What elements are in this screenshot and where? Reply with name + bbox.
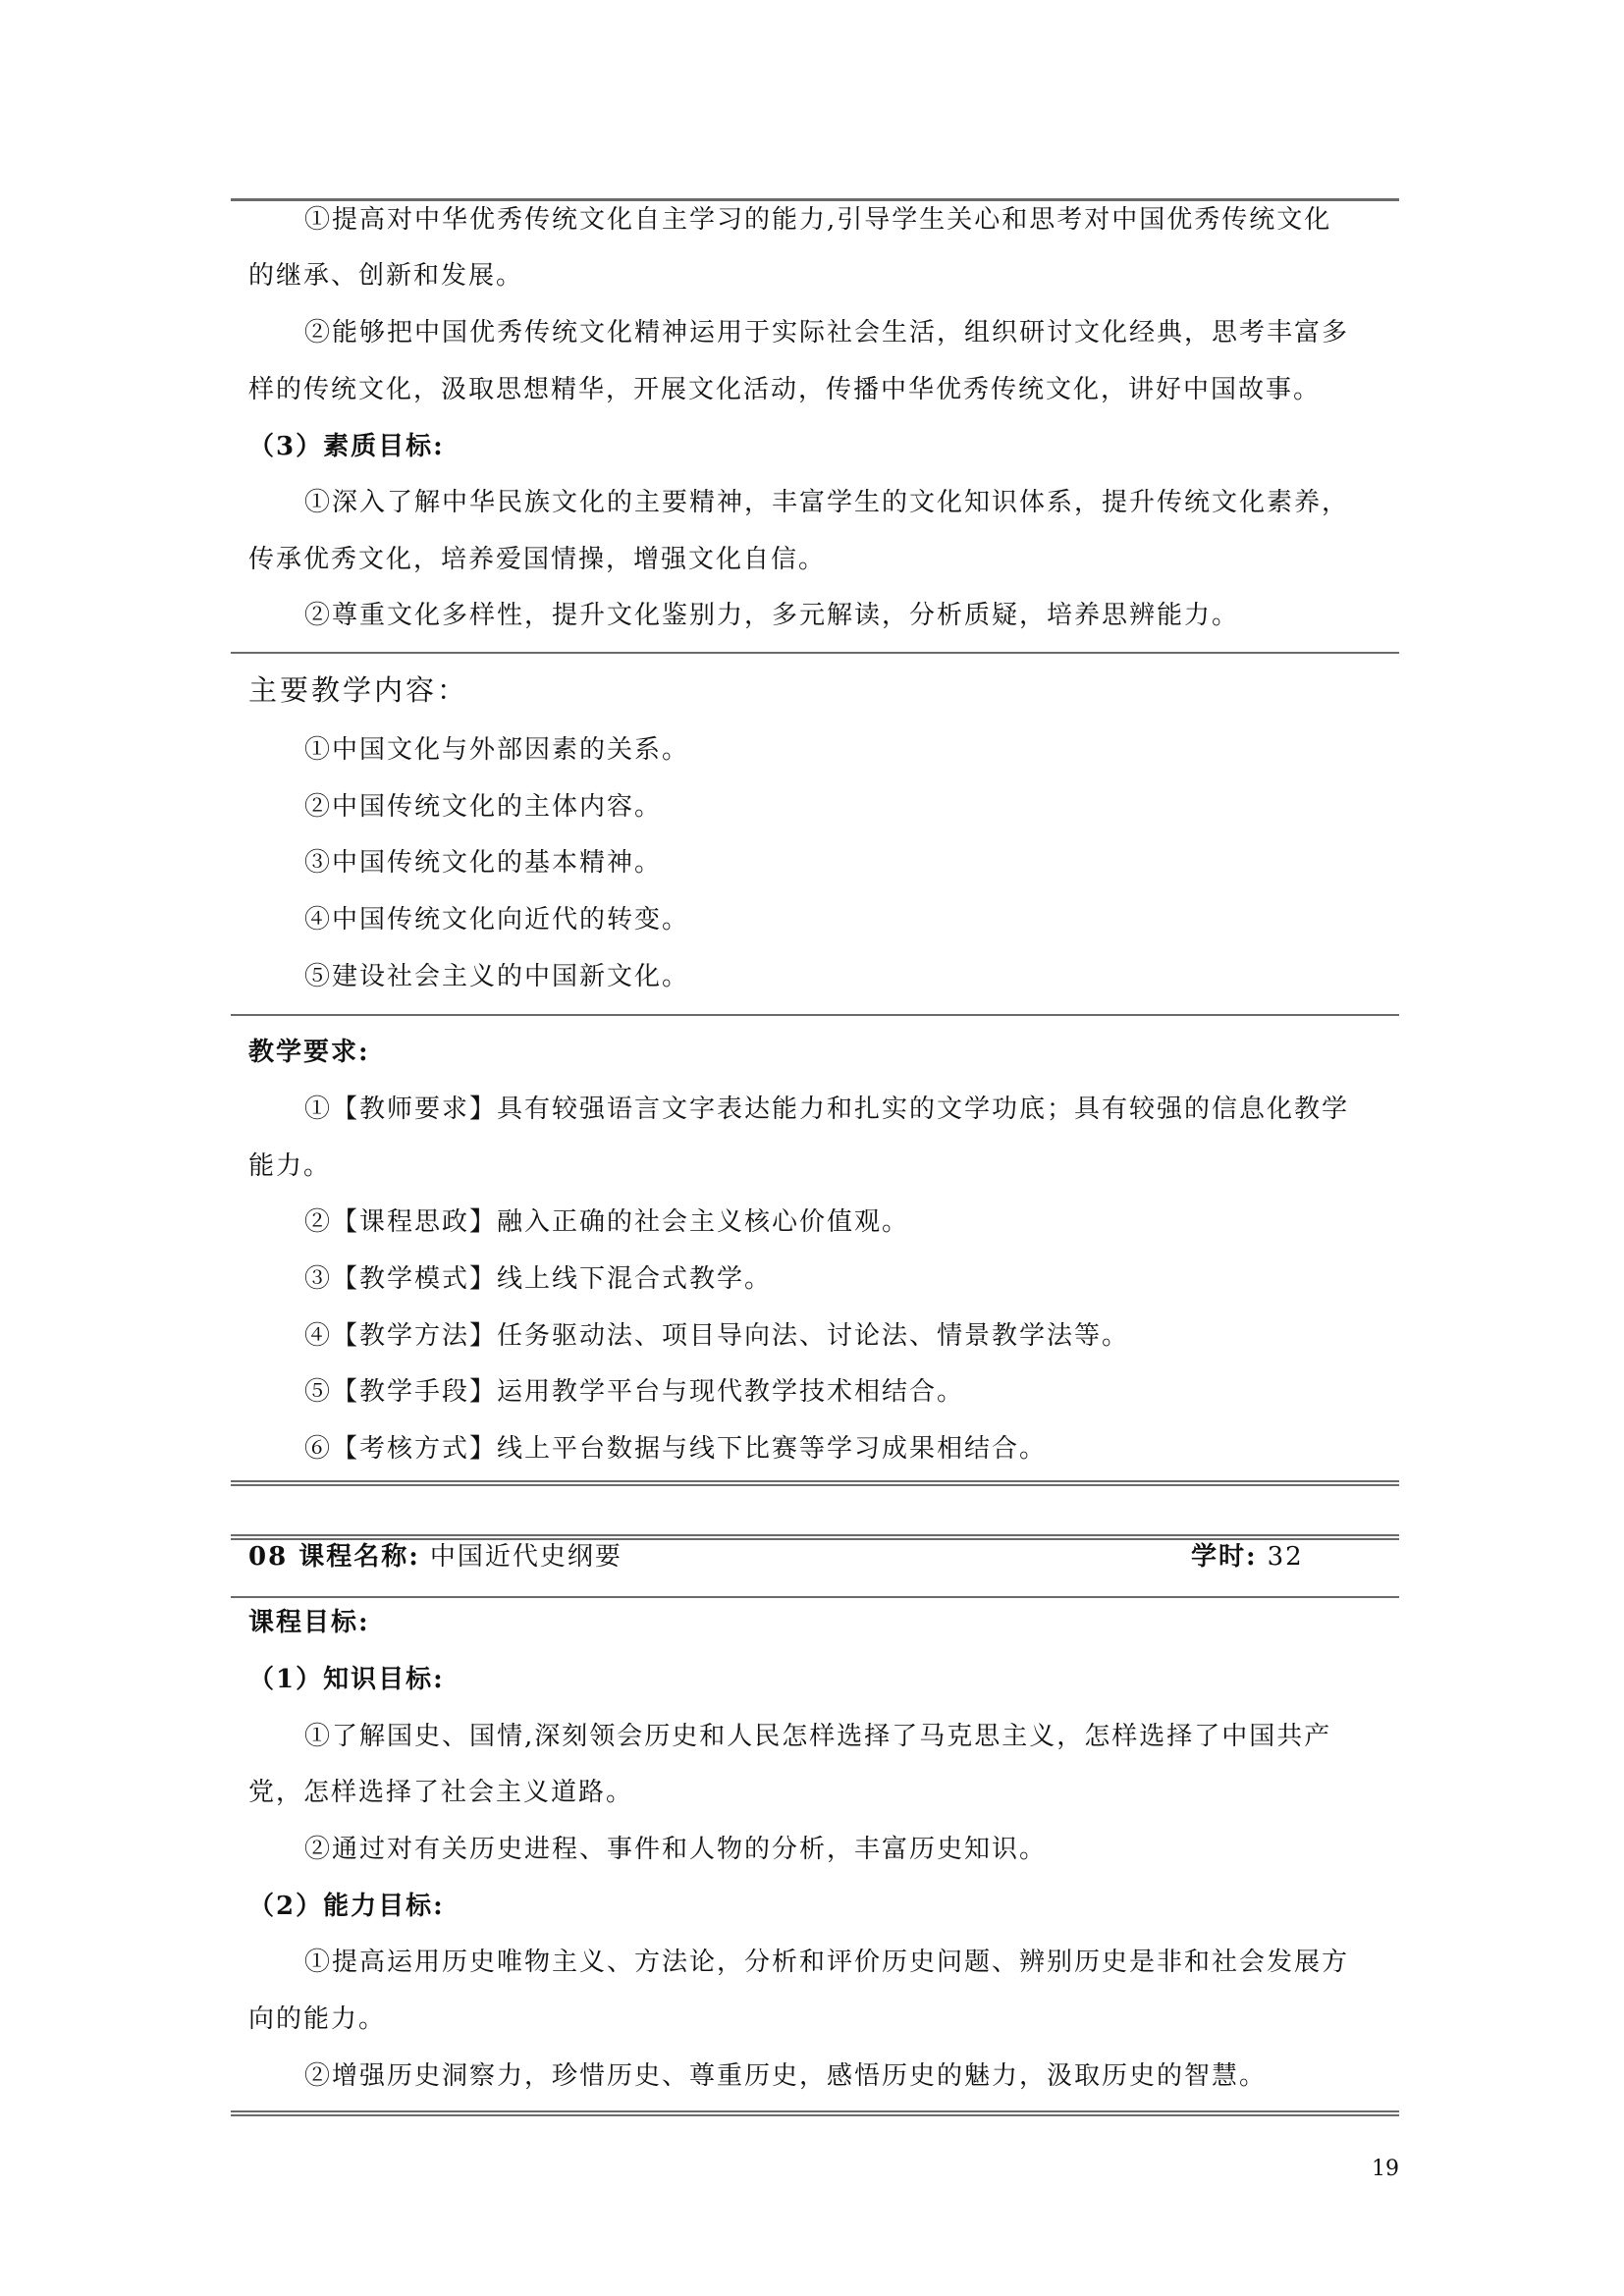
page-number: 19 xyxy=(1372,2157,1399,2181)
requirement-line: ⑥【考核方式】线上平台数据与线下比赛等学习成果相结合。 xyxy=(304,1434,1048,1464)
knowledge-goal-line: 党，怎样选择了社会主义道路。 xyxy=(248,1778,634,1807)
hours-value: 32 xyxy=(1267,1542,1304,1572)
course-goal-title: 课程目标: xyxy=(248,1608,370,1637)
quality-goal-heading: （3）素质目标: xyxy=(248,432,445,461)
content-item: ③中国传统文化的基本精神。 xyxy=(304,848,663,878)
knowledge-goal-line: ②通过对有关历史进程、事件和人物的分析，丰富历史知识。 xyxy=(304,1835,1048,1864)
section-rule xyxy=(231,1014,1399,1016)
content-item: ⑤建设社会主义的中国新文化。 xyxy=(304,962,690,991)
requirement-line: 能力。 xyxy=(248,1151,332,1181)
bottom-rule xyxy=(231,2110,1399,2116)
requirement-line: ③【教学模式】线上线下混合式教学。 xyxy=(304,1264,773,1294)
course-name-value: 中国近代史纲要 xyxy=(429,1542,623,1572)
ability-goal-line-3: ②能够把中国优秀传统文化精神运用于实际社会生活，组织研讨文化经典，思考丰富多 xyxy=(304,318,1350,347)
section-rule xyxy=(231,652,1399,654)
knowledge-goal-heading: （1）知识目标: xyxy=(248,1665,445,1694)
content-item: ②中国传统文化的主体内容。 xyxy=(304,792,663,822)
course-name-label: 08 课程名称: xyxy=(248,1542,420,1572)
quality-goal-line-1: ①深入了解中华民族文化的主要精神，丰富学生的文化知识体系，提升传统文化素养， xyxy=(304,488,1350,517)
ability-goal-line-4: 样的传统文化，汲取思想精华，开展文化活动，传播中华优秀传统文化，讲好中国故事。 xyxy=(248,375,1322,404)
ability-goal-line-2: 的继承、创新和发展。 xyxy=(248,261,524,291)
requirement-line: ④【教学方法】任务驱动法、项目导向法、讨论法、情景教学法等。 xyxy=(304,1321,1130,1351)
top-rule xyxy=(231,198,1399,201)
quality-goal-line-2: 传承优秀文化，培养爱国情操，增强文化自信。 xyxy=(248,545,827,574)
requirements-title: 教学要求: xyxy=(248,1038,370,1067)
ability-goal-line: ①提高运用历史唯物主义、方法论，分析和评价历史问题、辨别历史是非和社会发展方 xyxy=(304,1948,1350,1977)
course-header-rule xyxy=(231,1596,1399,1598)
ability-goal-line: ②增强历史洞察力，珍惜历史、尊重历史，感悟历史的魅力，汲取历史的智慧。 xyxy=(304,2061,1268,2091)
knowledge-goal-line: ①了解国史、国情,深刻领会历史和人民怎样选择了马克思主义，怎样选择了中国共产 xyxy=(304,1722,1332,1751)
content-item: ④中国传统文化向近代的转变。 xyxy=(304,905,690,934)
content-title: 主要教学内容： xyxy=(248,673,469,707)
hours-label: 学时: xyxy=(1191,1542,1258,1572)
quality-goal-line-3: ②尊重文化多样性，提升文化鉴别力，多元解读，分析质疑，培养思辨能力。 xyxy=(304,601,1240,630)
table-end-rule xyxy=(231,1480,1399,1486)
course-hours xyxy=(1191,1540,1304,1574)
ability-goal-heading: （2）能力目标: xyxy=(248,1892,445,1921)
requirement-line: ⑤【教学手段】运用教学平台与现代教学技术相结合。 xyxy=(304,1377,965,1407)
requirement-line: ①【教师要求】具有较强语言文字表达能力和扎实的文学功底；具有较强的信息化教学 xyxy=(304,1095,1350,1124)
ability-goal-line: 向的能力。 xyxy=(248,2004,387,2034)
ability-goal-line-1: ①提高对中华优秀传统文化自主学习的能力,引导学生关心和思考对中国优秀传统文化 xyxy=(304,205,1332,235)
requirement-line: ②【课程思政】融入正确的社会主义核心价值观。 xyxy=(304,1207,910,1237)
course-header-row xyxy=(248,1540,1328,1574)
content-item: ①中国文化与外部因素的关系。 xyxy=(304,735,690,765)
